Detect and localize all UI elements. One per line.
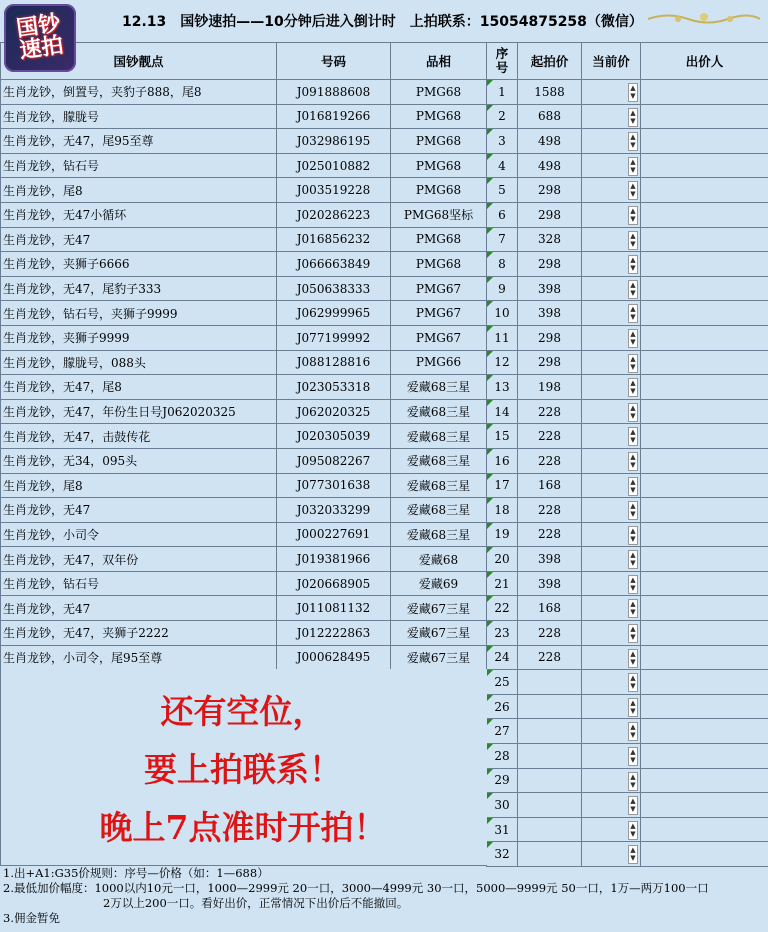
cell-bidder[interactable]	[641, 350, 768, 375]
cell-highlight: 生肖龙钞，尾8	[1, 473, 277, 498]
cell-code: J020668905	[277, 571, 391, 596]
cell-seq: 21	[487, 571, 518, 596]
cell-grade: 爱藏68三星	[391, 448, 487, 473]
cell-bidder[interactable]	[641, 547, 768, 572]
cell-current-price[interactable]	[582, 621, 641, 646]
cell-seq: 17	[487, 473, 518, 498]
cell-highlight: 生肖龙钞，无47	[1, 596, 277, 621]
cell-seq: 31	[487, 817, 518, 842]
spinner-arrows-icon[interactable]: ▲ ▼	[628, 132, 638, 151]
page-title: 12.13 国钞速拍——10分钟后进入倒计时 上拍联系：15054875258（微信）	[122, 14, 643, 30]
cell-start-price	[518, 744, 582, 769]
cell-start-price	[518, 842, 582, 867]
cell-seq: 30	[487, 793, 518, 818]
cell-start-price	[518, 670, 582, 695]
cell-grade: PMG67	[391, 325, 487, 350]
spinner-arrows-icon[interactable]: ▲ ▼	[628, 231, 638, 250]
cell-start-price: 228	[518, 498, 582, 523]
cell-bidder[interactable]	[641, 694, 768, 719]
cell-seq: 16	[487, 448, 518, 473]
column-header-bidder: 出价人	[641, 43, 768, 80]
cell-start-price: 498	[518, 153, 582, 178]
cell-seq: 12	[487, 350, 518, 375]
cell-current-price[interactable]	[582, 350, 641, 375]
cell-start-price: 228	[518, 621, 582, 646]
cell-seq: 14	[487, 399, 518, 424]
column-header-current-price: 当前价	[582, 43, 641, 80]
cell-seq: 7	[487, 227, 518, 252]
cell-current-price[interactable]	[582, 645, 641, 670]
cell-code: J050638333	[277, 276, 391, 301]
cell-start-price: 168	[518, 473, 582, 498]
spinner-arrows-icon[interactable]: ▲ ▼	[628, 108, 638, 127]
cell-bidder[interactable]	[641, 596, 768, 621]
rules-footer	[0, 866, 768, 932]
cell-highlight: 生肖龙钞，夹狮子9999	[1, 325, 277, 350]
cell-highlight: 生肖龙钞，钻石号	[1, 153, 277, 178]
cell-start-price: 228	[518, 522, 582, 547]
spinner-arrows-icon[interactable]: ▲ ▼	[628, 575, 638, 594]
cell-seq: 5	[487, 178, 518, 203]
cell-highlight: 生肖龙钞，无47，击鼓传花	[1, 424, 277, 449]
spinner-arrows-icon[interactable]: ▲ ▼	[628, 772, 638, 791]
cell-grade: 爱藏68三星	[391, 498, 487, 523]
cell-bidder[interactable]	[641, 104, 768, 129]
column-header-highlights: 国钞靓点	[1, 43, 277, 80]
cell-bidder[interactable]	[641, 744, 768, 769]
cell-seq: 23	[487, 621, 518, 646]
column-header-seq: 序号	[487, 43, 518, 80]
cell-bidder[interactable]	[641, 424, 768, 449]
logo	[4, 4, 76, 72]
table-row	[1, 202, 768, 227]
cell-code: J003519228	[277, 178, 391, 203]
cell-grade: 爱藏67三星	[391, 645, 487, 670]
cell-highlight: 生肖龙钞，无47，尾豹子333	[1, 276, 277, 301]
cell-bidder[interactable]	[641, 153, 768, 178]
cell-code: J066663849	[277, 252, 391, 277]
table-row	[1, 276, 768, 301]
cell-start-price	[518, 694, 582, 719]
spinner-arrows-icon[interactable]: ▲ ▼	[628, 747, 638, 766]
table-row	[1, 571, 768, 596]
cell-code: J062020325	[277, 399, 391, 424]
cell-start-price	[518, 768, 582, 793]
spinner-arrows-icon[interactable]: ▲ ▼	[628, 526, 638, 545]
cell-code: J062999965	[277, 301, 391, 326]
cell-grade: PMG68	[391, 178, 487, 203]
table-row	[1, 325, 768, 350]
cell-start-price: 168	[518, 596, 582, 621]
cell-grade: 爱藏69	[391, 571, 487, 596]
cell-highlight: 生肖龙钞，朦胧号	[1, 104, 277, 129]
cell-start-price: 688	[518, 104, 582, 129]
cell-current-price[interactable]	[582, 793, 641, 818]
cell-current-price[interactable]	[582, 375, 641, 400]
cell-seq: 6	[487, 202, 518, 227]
cell-highlight: 生肖龙钞，无47，尾8	[1, 375, 277, 400]
cell-code: J032033299	[277, 498, 391, 523]
cell-grade: 爱藏68三星	[391, 399, 487, 424]
table-row	[1, 178, 768, 203]
cell-code: J091888608	[277, 80, 391, 105]
cell-highlight: 生肖龙钞，倒置号，夹豹子888，尾8	[1, 80, 277, 105]
cell-bidder[interactable]	[641, 522, 768, 547]
cell-seq: 8	[487, 252, 518, 277]
spinner-arrows-icon[interactable]: ▲ ▼	[628, 304, 638, 323]
cell-current-price[interactable]	[582, 227, 641, 252]
spinner-arrows-icon[interactable]: ▲ ▼	[628, 673, 638, 692]
cell-current-price[interactable]	[582, 178, 641, 203]
cell-highlight: 生肖龙钞，无47，双年份	[1, 547, 277, 572]
cell-bidder[interactable]	[641, 178, 768, 203]
cell-code: J088128816	[277, 350, 391, 375]
cell-seq: 13	[487, 375, 518, 400]
cell-current-price[interactable]	[582, 80, 641, 105]
cell-current-price[interactable]	[582, 571, 641, 596]
cell-start-price: 298	[518, 252, 582, 277]
cell-start-price: 328	[518, 227, 582, 252]
table-row	[1, 547, 768, 572]
cell-current-price[interactable]	[582, 301, 641, 326]
cell-current-price[interactable]	[582, 276, 641, 301]
spinner-arrows-icon[interactable]: ▲ ▼	[628, 722, 638, 741]
spinner-arrows-icon[interactable]: ▲ ▼	[628, 477, 638, 496]
table-row	[1, 621, 768, 646]
cell-highlight: 生肖龙钞，朦胧号，088头	[1, 350, 277, 375]
spinner-arrows-icon[interactable]: ▲ ▼	[628, 329, 638, 348]
cell-start-price	[518, 719, 582, 744]
cell-start-price: 228	[518, 448, 582, 473]
cell-start-price: 228	[518, 645, 582, 670]
spinner-arrows-icon[interactable]: ▲ ▼	[628, 452, 638, 471]
cell-current-price[interactable]	[582, 153, 641, 178]
cell-bidder[interactable]	[641, 670, 768, 695]
cell-seq: 3	[487, 129, 518, 154]
cell-code: J012222863	[277, 621, 391, 646]
spinner-arrows-icon[interactable]: ▲ ▼	[628, 550, 638, 569]
cell-bidder[interactable]	[641, 375, 768, 400]
cell-seq: 15	[487, 424, 518, 449]
cell-start-price: 298	[518, 178, 582, 203]
cell-current-price[interactable]	[582, 325, 641, 350]
cell-seq: 24	[487, 645, 518, 670]
table-row	[1, 448, 768, 473]
rule-line: 2万以上200一口。看好出价，正常情况下出价后不能撤回。	[103, 896, 409, 910]
cell-bidder[interactable]	[641, 202, 768, 227]
cell-current-price[interactable]	[582, 399, 641, 424]
cell-current-price[interactable]	[582, 252, 641, 277]
cell-highlight: 生肖龙钞，无47	[1, 498, 277, 523]
cell-highlight: 生肖龙钞，无47，年份生日号J062020325	[1, 399, 277, 424]
cell-bidder[interactable]	[641, 227, 768, 252]
rule-line: 3.佣金暂免	[3, 911, 60, 925]
column-header-start-price: 起拍价	[518, 43, 582, 80]
cell-seq: 20	[487, 547, 518, 572]
spinner-arrows-icon[interactable]: ▲ ▼	[628, 427, 638, 446]
cell-seq: 32	[487, 842, 518, 867]
cell-grade: 爱藏68三星	[391, 473, 487, 498]
cell-current-price[interactable]	[582, 547, 641, 572]
cell-current-price[interactable]	[582, 473, 641, 498]
cell-grade: PMG68	[391, 227, 487, 252]
cell-highlight: 生肖龙钞，无47小循环	[1, 202, 277, 227]
cell-start-price	[518, 793, 582, 818]
cell-seq: 9	[487, 276, 518, 301]
promo-message	[0, 683, 486, 857]
spinner-arrows-icon[interactable]: ▲ ▼	[628, 181, 638, 200]
table-row	[1, 227, 768, 252]
table-header-row	[1, 43, 768, 80]
cell-grade: PMG68坚标	[391, 202, 487, 227]
cell-bidder[interactable]	[641, 80, 768, 105]
cell-code: J020286223	[277, 202, 391, 227]
cell-grade: PMG68	[391, 252, 487, 277]
promo-line: 还有空位，	[160, 692, 326, 731]
cell-bidder[interactable]	[641, 719, 768, 744]
cell-code: J000628495	[277, 645, 391, 670]
table-row	[1, 375, 768, 400]
cell-code: J011081132	[277, 596, 391, 621]
cell-start-price: 298	[518, 350, 582, 375]
cell-code: J016856232	[277, 227, 391, 252]
table-row	[1, 498, 768, 523]
cell-seq: 11	[487, 325, 518, 350]
spinner-arrows-icon[interactable]: ▲ ▼	[628, 599, 638, 618]
cell-current-price[interactable]	[582, 129, 641, 154]
cell-highlight: 生肖龙钞，无47，夹狮子2222	[1, 621, 277, 646]
cell-current-price[interactable]	[582, 448, 641, 473]
table-row	[1, 424, 768, 449]
cell-highlight: 生肖龙钞，夹狮子6666	[1, 252, 277, 277]
spinner-arrows-icon[interactable]: ▲ ▼	[628, 206, 638, 225]
cell-grade: PMG67	[391, 301, 487, 326]
cell-grade: 爱藏68三星	[391, 522, 487, 547]
cell-bidder[interactable]	[641, 793, 768, 818]
cell-current-price[interactable]	[582, 694, 641, 719]
table-row	[1, 522, 768, 547]
cell-bidder[interactable]	[641, 252, 768, 277]
cell-start-price: 228	[518, 399, 582, 424]
cell-bidder[interactable]	[641, 325, 768, 350]
cell-bidder[interactable]	[641, 301, 768, 326]
cell-bidder[interactable]	[641, 768, 768, 793]
cell-code: J095082267	[277, 448, 391, 473]
cell-highlight: 生肖龙钞，钻石号，夹狮子9999	[1, 301, 277, 326]
cell-current-price[interactable]	[582, 817, 641, 842]
cell-seq: 19	[487, 522, 518, 547]
cell-current-price[interactable]	[582, 104, 641, 129]
cell-grade: 爱藏68	[391, 547, 487, 572]
rule-line: 1.出+A1:G35价规则：序号—价格（如：1—688）	[3, 866, 269, 880]
cell-bidder[interactable]	[641, 621, 768, 646]
cell-start-price: 498	[518, 129, 582, 154]
table-row	[1, 80, 768, 105]
cell-bidder[interactable]	[641, 473, 768, 498]
cell-grade: 爱藏68三星	[391, 424, 487, 449]
cell-current-price[interactable]	[582, 498, 641, 523]
cell-start-price: 398	[518, 276, 582, 301]
cell-current-price[interactable]	[582, 424, 641, 449]
table-row	[1, 104, 768, 129]
table-row	[1, 252, 768, 277]
cell-start-price: 398	[518, 571, 582, 596]
cell-current-price[interactable]	[582, 522, 641, 547]
rule-line: 2.最低加价幅度：1000以内10元一口，1000—2999元 20一口，3000—4999元 30一口，5000—9999元 50一口，1万—两万100一口	[3, 881, 709, 895]
logo-text: 国钞 速拍	[14, 11, 65, 64]
spinner-arrows-icon[interactable]: ▲ ▼	[628, 255, 638, 274]
cell-current-price[interactable]	[582, 768, 641, 793]
spinner-arrows-icon[interactable]: ▲ ▼	[628, 698, 638, 717]
cell-start-price: 1588	[518, 80, 582, 105]
promo-line: 要上拍联系！	[144, 750, 342, 789]
cell-current-price[interactable]	[582, 744, 641, 769]
column-header-code: 号码	[277, 43, 391, 80]
table-row	[1, 129, 768, 154]
cell-seq: 18	[487, 498, 518, 523]
cell-grade: 爱藏68三星	[391, 375, 487, 400]
cell-grade: PMG68	[391, 129, 487, 154]
cell-grade: 爱藏67三星	[391, 596, 487, 621]
cell-seq: 2	[487, 104, 518, 129]
cell-bidder[interactable]	[641, 571, 768, 596]
cell-current-price[interactable]	[582, 670, 641, 695]
cell-grade: PMG68	[391, 104, 487, 129]
cell-highlight: 生肖龙钞，小司令，尾95至尊	[1, 645, 277, 670]
cell-seq: 27	[487, 719, 518, 744]
spinner-arrows-icon[interactable]: ▲ ▼	[628, 796, 638, 815]
table-row	[1, 645, 768, 670]
spinner-arrows-icon[interactable]: ▲ ▼	[628, 378, 638, 397]
cell-current-price[interactable]	[582, 202, 641, 227]
spinner-arrows-icon[interactable]: ▲ ▼	[628, 403, 638, 422]
spinner-arrows-icon[interactable]: ▲ ▼	[628, 157, 638, 176]
spinner-arrows-icon[interactable]: ▲ ▼	[628, 280, 638, 299]
cell-grade: 爱藏67三星	[391, 621, 487, 646]
cell-grade: PMG66	[391, 350, 487, 375]
spinner-arrows-icon[interactable]: ▲ ▼	[628, 845, 638, 864]
cell-bidder[interactable]	[641, 498, 768, 523]
spinner-arrows-icon[interactable]: ▲ ▼	[628, 649, 638, 668]
spinner-arrows-icon[interactable]: ▲ ▼	[628, 821, 638, 840]
cell-seq: 1	[487, 80, 518, 105]
table-row	[1, 596, 768, 621]
table-row	[1, 399, 768, 424]
cell-seq: 29	[487, 768, 518, 793]
cell-start-price: 298	[518, 202, 582, 227]
cell-bidder[interactable]	[641, 645, 768, 670]
cell-start-price: 398	[518, 301, 582, 326]
cell-code: J019381966	[277, 547, 391, 572]
cell-start-price	[518, 817, 582, 842]
column-header-grade: 品相	[391, 43, 487, 80]
cell-code: J032986195	[277, 129, 391, 154]
cell-grade: PMG67	[391, 276, 487, 301]
cell-code: J025010882	[277, 153, 391, 178]
cell-start-price: 198	[518, 375, 582, 400]
cell-highlight: 生肖龙钞，无34，095头	[1, 448, 277, 473]
cell-grade: PMG68	[391, 80, 487, 105]
table-row	[1, 473, 768, 498]
header	[0, 0, 768, 42]
cell-bidder[interactable]	[641, 448, 768, 473]
cell-code: J000227691	[277, 522, 391, 547]
cell-current-price[interactable]	[582, 842, 641, 867]
cell-highlight: 生肖龙钞，小司令	[1, 522, 277, 547]
table-row	[1, 301, 768, 326]
table-row	[1, 350, 768, 375]
cell-highlight: 生肖龙钞，无47	[1, 227, 277, 252]
cell-bidder[interactable]	[641, 817, 768, 842]
cell-code: J023053318	[277, 375, 391, 400]
cell-highlight: 生肖龙钞，尾8	[1, 178, 277, 203]
cell-highlight: 生肖龙钞，无47，尾95至尊	[1, 129, 277, 154]
promo-line: 晚上7点准时开拍！	[99, 808, 387, 847]
cell-start-price: 298	[518, 325, 582, 350]
table-row	[1, 153, 768, 178]
cell-code: J077301638	[277, 473, 391, 498]
spinner-arrows-icon[interactable]: ▲ ▼	[628, 624, 638, 643]
cell-code: J077199992	[277, 325, 391, 350]
cell-seq: 10	[487, 301, 518, 326]
cell-bidder[interactable]	[641, 399, 768, 424]
cell-grade: PMG68	[391, 153, 487, 178]
cell-seq: 4	[487, 153, 518, 178]
cell-bidder[interactable]	[641, 276, 768, 301]
cell-current-price[interactable]	[582, 719, 641, 744]
cell-code: J016819266	[277, 104, 391, 129]
cell-start-price: 228	[518, 424, 582, 449]
spinner-arrows-icon[interactable]: ▲ ▼	[628, 501, 638, 520]
spinner-arrows-icon[interactable]: ▲ ▼	[628, 354, 638, 373]
decoration-ornament-icon	[648, 10, 760, 28]
spinner-arrows-icon[interactable]: ▲ ▼	[628, 83, 638, 102]
cell-seq: 28	[487, 744, 518, 769]
cell-seq: 26	[487, 694, 518, 719]
cell-bidder[interactable]	[641, 842, 768, 867]
cell-current-price[interactable]	[582, 596, 641, 621]
cell-code: J020305039	[277, 424, 391, 449]
cell-highlight: 生肖龙钞，钻石号	[1, 571, 277, 596]
cell-seq: 22	[487, 596, 518, 621]
cell-seq: 25	[487, 670, 518, 695]
cell-bidder[interactable]	[641, 129, 768, 154]
cell-start-price: 398	[518, 547, 582, 572]
